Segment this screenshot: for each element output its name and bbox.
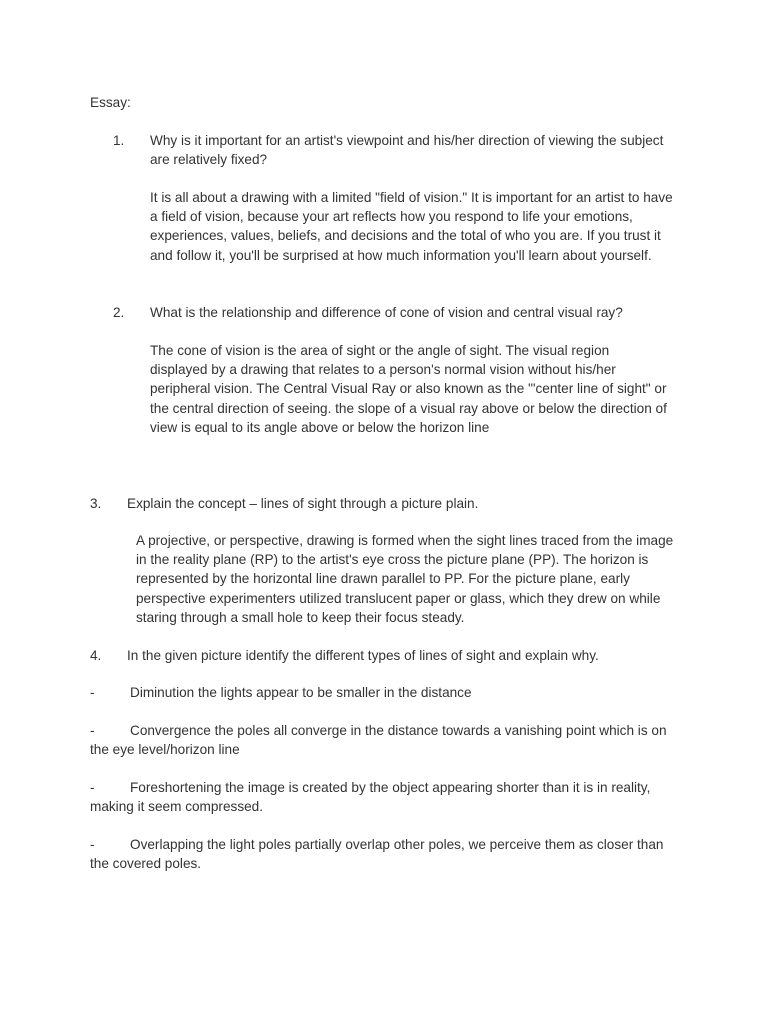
- bullet-overlapping-text: Overlapping the light poles partially overlap other poles, we perceive them as closer than the covered poles.: [90, 837, 664, 872]
- question-3-text: Explain the concept – lines of sight through a picture plain.: [127, 496, 479, 511]
- question-2-number: 2.: [113, 305, 125, 320]
- question-1-text: Why is it important for an artist's viewpoint and his/her direction of viewing the subject are relatively fixed?: [150, 133, 664, 168]
- bullet-convergence: - Convergence the poles all converge in the distance towards a vanishing point which is on the eye level/horizon line: [90, 723, 667, 758]
- question-3-number: 3.: [90, 496, 102, 511]
- bullet-convergence-text: Convergence the poles all converge in the distance towards a vanishing point which is on the eye level/horizon line: [90, 723, 667, 758]
- question-4-text: In the given picture identify the different types of lines of sight and explain why.: [127, 648, 599, 663]
- bullet-diminution: - Diminution the lights appear to be smaller in the distance: [90, 685, 472, 700]
- question-2-text: What is the relationship and difference of cone of vision and central visual ray?: [150, 305, 623, 320]
- question-4-number: 4.: [90, 648, 102, 663]
- bullet-diminution-text: Diminution the lights appear to be smaller in the distance: [130, 685, 472, 700]
- answer-2-text: The cone of vision is the area of sight or the angle of sight. The visual region displayed by a drawing that relates to a person's normal vision without his/her peripheral vision. The Central Visual Ray or also known as the '"center line of sight" or the central direction of seeing. the slope of a visual ray above or below the direction of view is equal to its angle above or below the horizon line: [150, 343, 667, 435]
- answer-1-text: It is all about a drawing with a limited "field of vision." It is important for an artist to have a field of vision, because your art reflects how you respond to life your emotions, experiences, values, beliefs, and decisions and the total of who you are. If you trust it and follow it, you'll be surprised at how much information you'll learn about yourself.: [150, 190, 673, 263]
- question-1-number: 1.: [113, 133, 125, 148]
- bullet-foreshortening-text: Foreshortening the image is created by the object appearing shorter than it is in reality, making it seem compressed.: [90, 780, 651, 815]
- bullet-overlapping: - Overlapping the light poles partially overlap other poles, we perceive them as closer than the covered poles.: [90, 837, 664, 872]
- bullet-foreshortening: - Foreshortening the image is created by the object appearing shorter than it is in reality, making it seem compressed.: [90, 780, 651, 815]
- essay-heading: Essay:: [90, 95, 131, 110]
- answer-3-text: A projective, or perspective, drawing is formed when the sight lines traced from the image in the reality plane (RP) to the artist's eye cross the picture plane (PP). The horizon is represented by the horizontal line drawn parallel to PP. For the picture plane, early perspective experimenters utilized translucent paper or glass, which they drew on while staring through a small hole to keep their focus steady.: [136, 533, 674, 625]
